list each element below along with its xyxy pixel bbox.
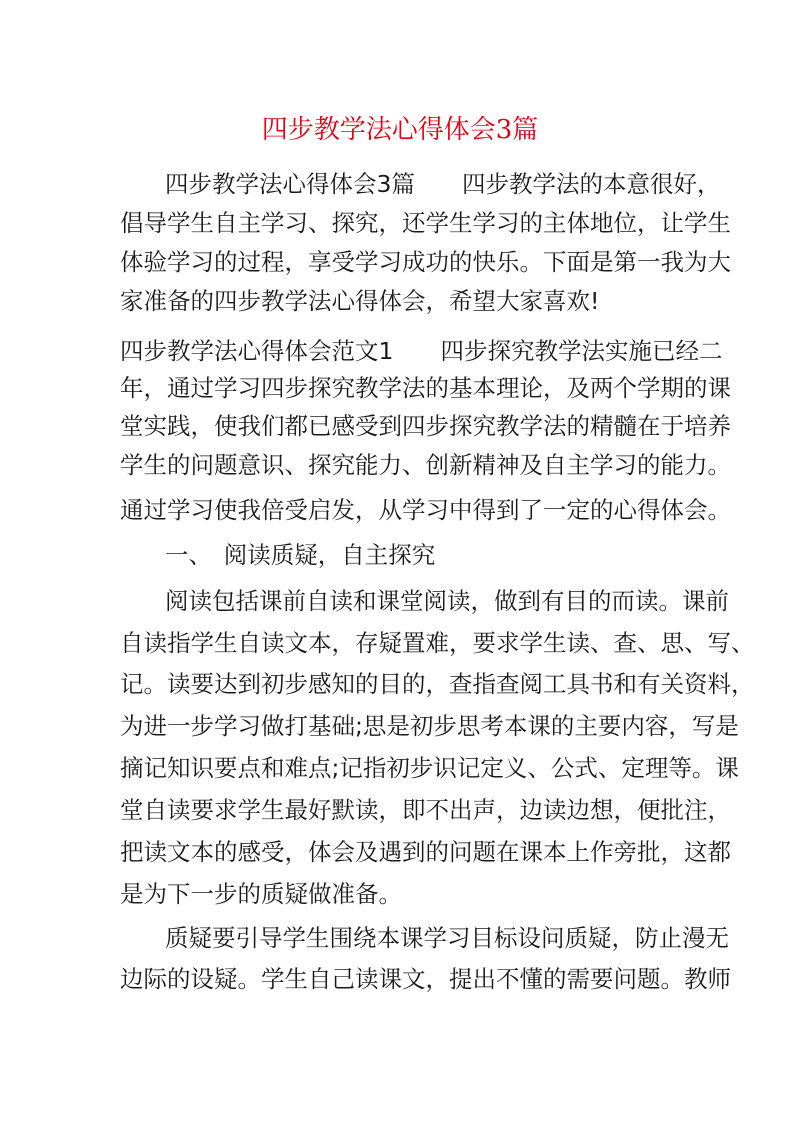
text-line: 边际的设疑。学生自己读课文，提出不懂的需要问题。教师 [120, 965, 731, 993]
text-line: 家准备的四步教学法心得体会，希望大家喜欢! [120, 287, 600, 315]
text-line: 摘记知识要点和难点;记指初步识记定义、公式、定理等。课 [120, 754, 739, 782]
text-line: 是为下一步的质疑做准备。 [120, 880, 402, 908]
text-line: 把读文本的感受，体会及遇到的问题在课本上作旁批，这都 [120, 838, 731, 866]
text-line: 体验学习的过程，享受学习成功的快乐。下面是第一我为大 [120, 248, 731, 276]
text-line: 阅读包括课前自读和课堂阅读，做到有目的而读。课前 [165, 587, 729, 615]
text-line: 四步教学法心得体会3篇 四步教学法的本意很好， [165, 170, 721, 198]
text-line: 记。读要达到初步感知的目的，查指查阅工具书和有关资料， [120, 670, 755, 698]
text-line: 学生的问题意识、探究能力、创新精神及自主学习的能力。 [120, 451, 731, 479]
text-line: 自读指学生自读文本，存疑置难，要求学生读、查、思、写、 [120, 629, 755, 657]
text-line: 堂实践，使我们都已感受到四步探究教学法的精髓在于培养 [120, 412, 731, 440]
text-line: 堂自读要求学生最好默读，即不出声，边读边想，便批注， [120, 796, 731, 824]
text-line: 为进一步学习做打基础;思是初步思考本课的主要内容，写是 [120, 712, 739, 740]
text-line: 倡导学生自主学习、探究，还学生学习的主体地位，让学生 [120, 209, 731, 237]
section-heading: 一、 阅读质疑，自主探究 [165, 541, 436, 569]
text-line: 通过学习使我倍受启发，从学习中得到了一定的心得体会。 [120, 496, 731, 524]
document-title: 四步教学法心得体会3篇 [261, 115, 539, 145]
text-line: 四步教学法心得体会范文1 四步探究教学法实施已经二 [120, 337, 723, 365]
text-line: 年，通过学习四步探究教学法的基本理论，及两个学期的课 [120, 374, 731, 402]
text-line: 质疑要引导学生围绕本课学习目标设问质疑，防止漫无 [165, 924, 729, 952]
